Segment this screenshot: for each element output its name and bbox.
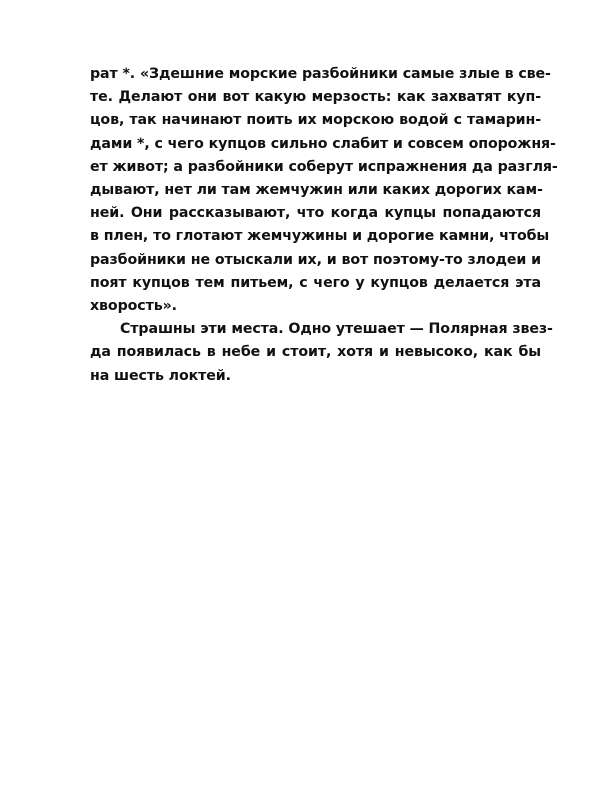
text-line: разбойники не отыскали их, и вот поэтому-то злодеи и <box>90 251 541 268</box>
text-line: поят купцов тем питьем, с чего у купцов делается эта <box>90 274 541 291</box>
text-line: ет живот; а разбойники соберут испражнения да разгля- <box>90 158 558 175</box>
text-line: да появилась в небе и стоит, хотя и невысоко, как бы <box>90 344 541 361</box>
text-line: в плен, то глотают жемчужины и дорогие камни, чтобы <box>90 228 550 245</box>
text-line: рат *. «Здешние морские разбойники самые злые в све- <box>90 66 551 82</box>
text-line: цов, так начинают поить их морскою водой с тамарин- <box>90 112 541 129</box>
text-line: хворость». <box>90 298 177 315</box>
paragraph-1 <box>90 63 558 318</box>
text-line: дывают, нет ли там жемчужин или каких дорогих кам- <box>90 182 543 199</box>
text-line: дами *, с чего купцов сильно слабит и совсем опорожня- <box>90 135 556 152</box>
body-text <box>90 63 558 388</box>
text-line: Страшны эти места. Одно утешает — Полярная звез- <box>120 321 553 338</box>
text-line: на шесть локтей. <box>90 367 231 384</box>
paragraph-2 <box>90 318 553 388</box>
text-line: ней. Они рассказывают, что когда купцы попадаются <box>90 205 541 222</box>
text-line: те. Делают они вот какую мерзость: как захватят куп- <box>90 89 541 106</box>
